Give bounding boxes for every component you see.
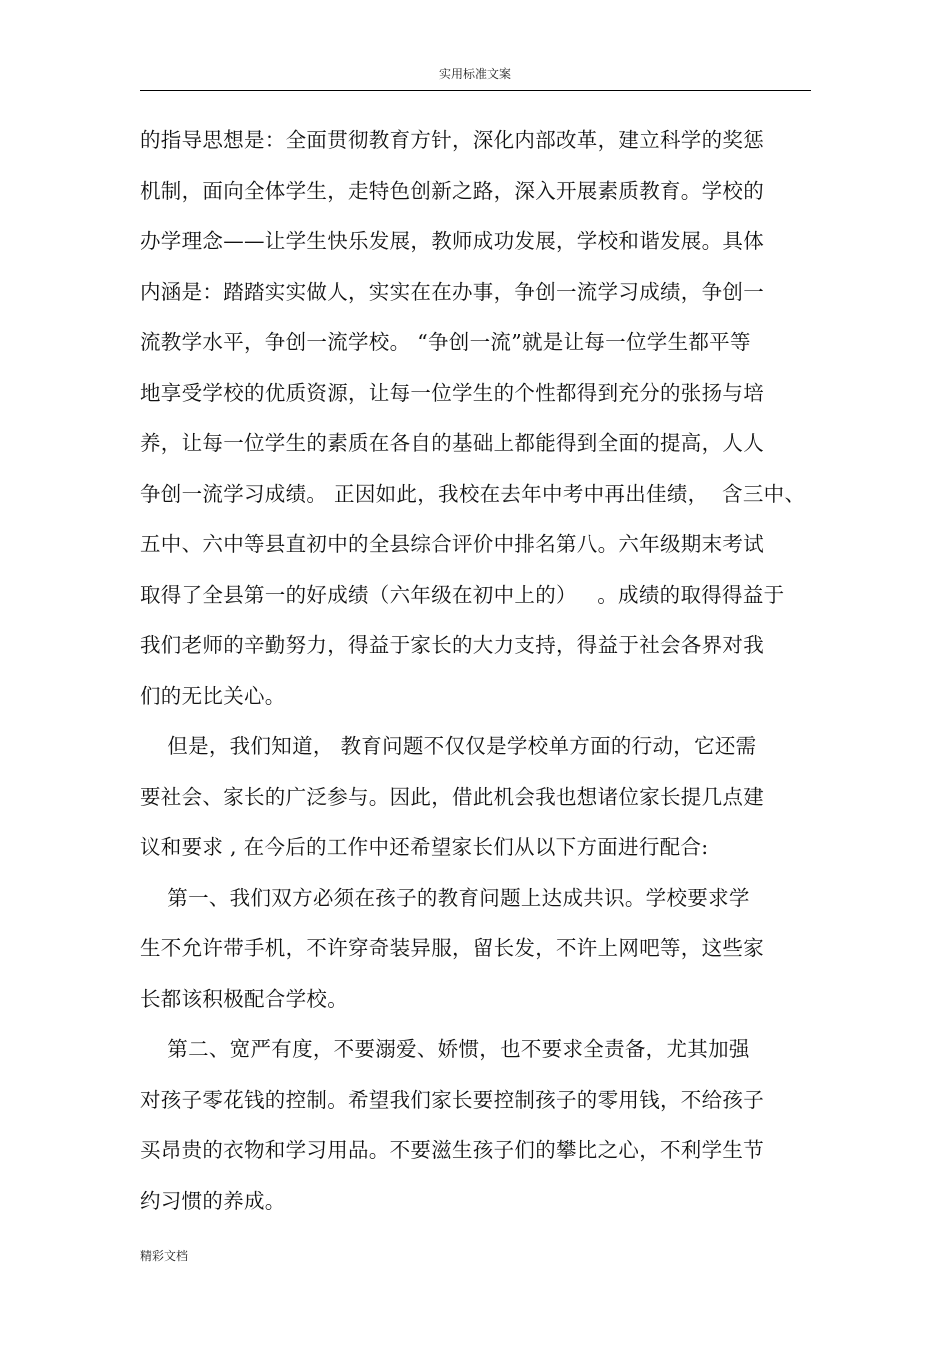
- text-line: 长都该积极配合学校。: [140, 986, 348, 1011]
- text-line: 流教学水平，争创一流学校。 “争创一流”就是让每一位学生都平等: [140, 330, 751, 354]
- text-line: 对孩子零花钱的控制。希望我们家长要控制孩子的零用钱，不给孩子: [140, 1087, 764, 1112]
- text-line: 但是，我们知道， 教育问题不仅仅是学校单方面的行动，它还需: [140, 734, 757, 758]
- text-line: 办学理念——让学生快乐发展，教师成功发展，学校和谐发展。具体: [140, 229, 764, 253]
- text-line: 买昂贵的衣物和学习用品。不要滋生孩子们的攀比之心，不利学生节: [140, 1138, 764, 1162]
- text-line: 五中、六中等县直初中的全县综合评价中排名第八。六年级期末考试: [140, 532, 764, 556]
- text-line: 地享受学校的优质资源，让每一位学生的个性都得到充分的张扬与培: [140, 380, 764, 405]
- text-line: 要社会、家长的广泛参与。因此，借此机会我也想诸位家长提几点建: [140, 784, 764, 809]
- header-divider: [140, 90, 811, 91]
- text-line: 第二、宽严有度，不要溺爱、娇惯，也不要求全责备，尤其加强: [140, 1037, 750, 1061]
- text-line: 的指导思想是：全面贯彻教育方针，深化内部改革，建立科学的奖惩: [140, 128, 764, 152]
- page-footer-note: 精彩文档: [140, 1249, 189, 1263]
- text-line: 我们老师的辛勤努力，得益于家长的大力支持，得益于社会各界对我: [140, 633, 764, 657]
- text-line: 内涵是：踏踏实实做人，实实在在办事，争创一流学习成绩，争创一: [140, 279, 764, 304]
- document-body: [140, 120, 820, 1231]
- text-line: 养，让每一位学生的素质在各自的基础上都能得到全面的提高，人人: [140, 431, 764, 455]
- text-line: 生不允许带手机，不许穿奇装异服，留长发，不许上网吧等，这些家: [140, 936, 764, 960]
- text-line: 约习惯的养成。: [140, 1188, 286, 1213]
- text-line: 机制，面向全体学生，走特色创新之路，深入开展素质教育。学校的: [140, 178, 764, 203]
- text-line: 们的无比关心。: [140, 683, 286, 708]
- text-line: 取得了全县第一的好成绩（六年级在初中上的） 。成绩的取得得益于: [140, 582, 785, 607]
- text-line: 议和要求 , 在今后的工作中还希望家长们从以下方面进行配合:: [140, 835, 709, 859]
- text-line: 争创一流学习成绩。 正因如此，我校在去年中考中再出佳绩， 含三中、: [140, 481, 806, 506]
- text-line: 第一、我们双方必须在孩子的教育问题上达成共识。学校要求学: [140, 885, 750, 910]
- page-header-title: 实用标准文案: [438, 67, 511, 81]
